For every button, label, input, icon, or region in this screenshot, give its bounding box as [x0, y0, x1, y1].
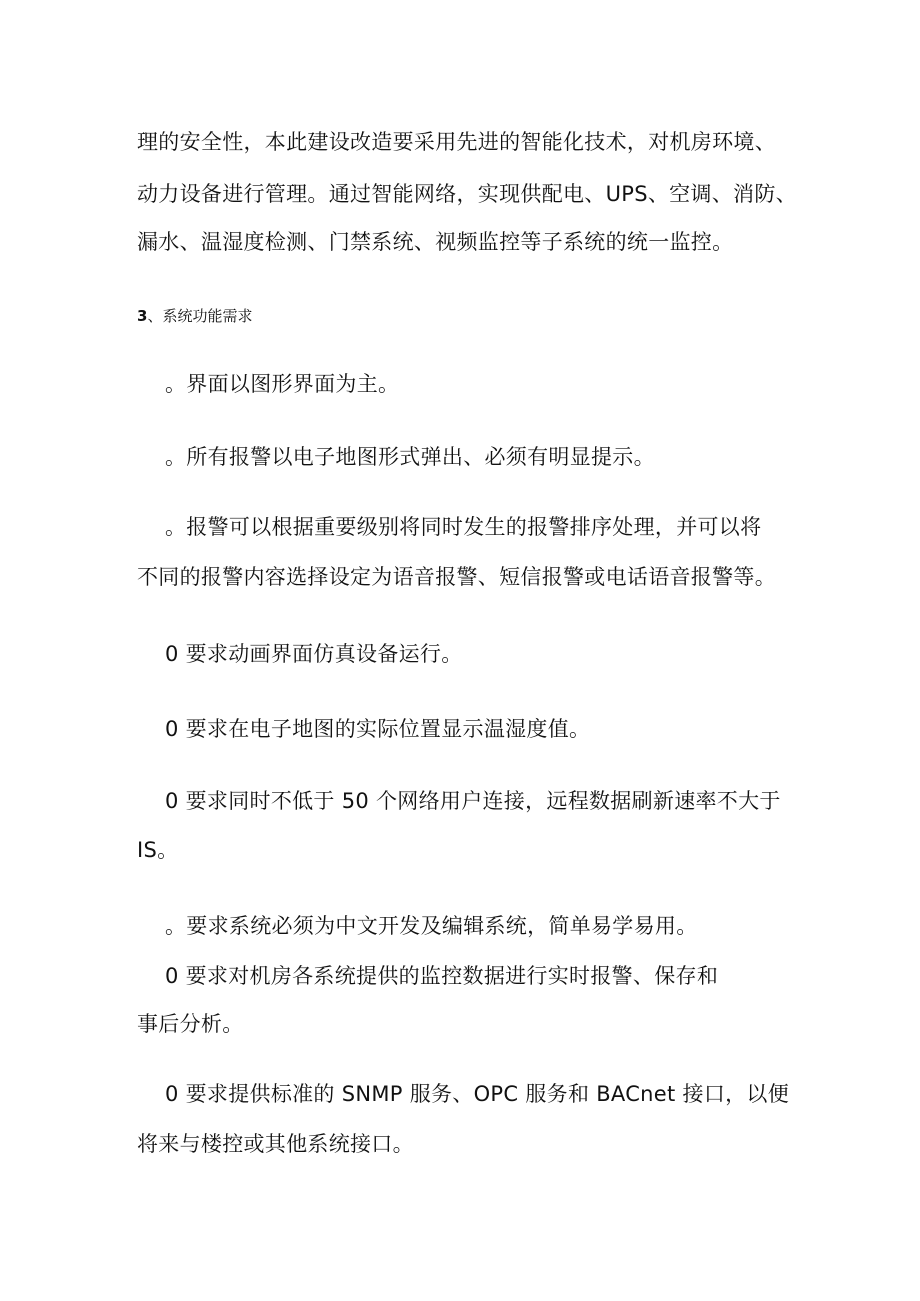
intro-line: 漏水、温湿度检测、门禁系统、视频监控等子系统的统一监控。	[137, 230, 734, 254]
requirement-line: 。报警可以根据重要级别将同时发生的报警排序处理，并可以将	[165, 515, 762, 539]
section-heading	[137, 306, 252, 326]
requirement-line: 将来与楼控或其他系统接口。	[137, 1132, 414, 1156]
requirement-line: 不同的报警内容选择设定为语音报警、短信报警或电话语音报警等。	[137, 565, 776, 589]
requirement-line: 0 要求对机房各系统提供的监控数据进行实时报警、保存和	[165, 964, 719, 988]
requirement-line: 0 要求同时不低于 50 个网络用户连接，远程数据刷新速率不大于	[165, 789, 781, 813]
requirement-line: 。要求系统必须为中文开发及编辑系统，简单易学易用。	[165, 914, 698, 938]
requirement-line: 0 要求提供标准的 SNMP 服务、OPC 服务和 BACnet 接口，以便	[165, 1082, 790, 1106]
intro-line: 理的安全性，本此建设改造要采用先进的智能化技术，对机房环境、	[137, 130, 776, 154]
intro-line: 动力设备进行管理。通过智能网络，实现供配电、UPS、空调、消防、	[137, 182, 797, 206]
requirement-line: 事后分析。	[137, 1012, 244, 1036]
requirement-line: 。所有报警以电子地图形式弹出、必须有明显提示。	[165, 445, 655, 469]
requirement-line: 0 要求在电子地图的实际位置显示温湿度值。	[165, 717, 591, 741]
section-title: 、系统功能需求	[147, 307, 253, 325]
requirement-line: 0 要求动画界面仿真设备运行。	[165, 642, 463, 666]
requirement-line: IS。	[137, 838, 179, 862]
requirement-line: 。界面以图形界面为主。	[165, 372, 400, 396]
section-number: 3	[137, 307, 148, 325]
